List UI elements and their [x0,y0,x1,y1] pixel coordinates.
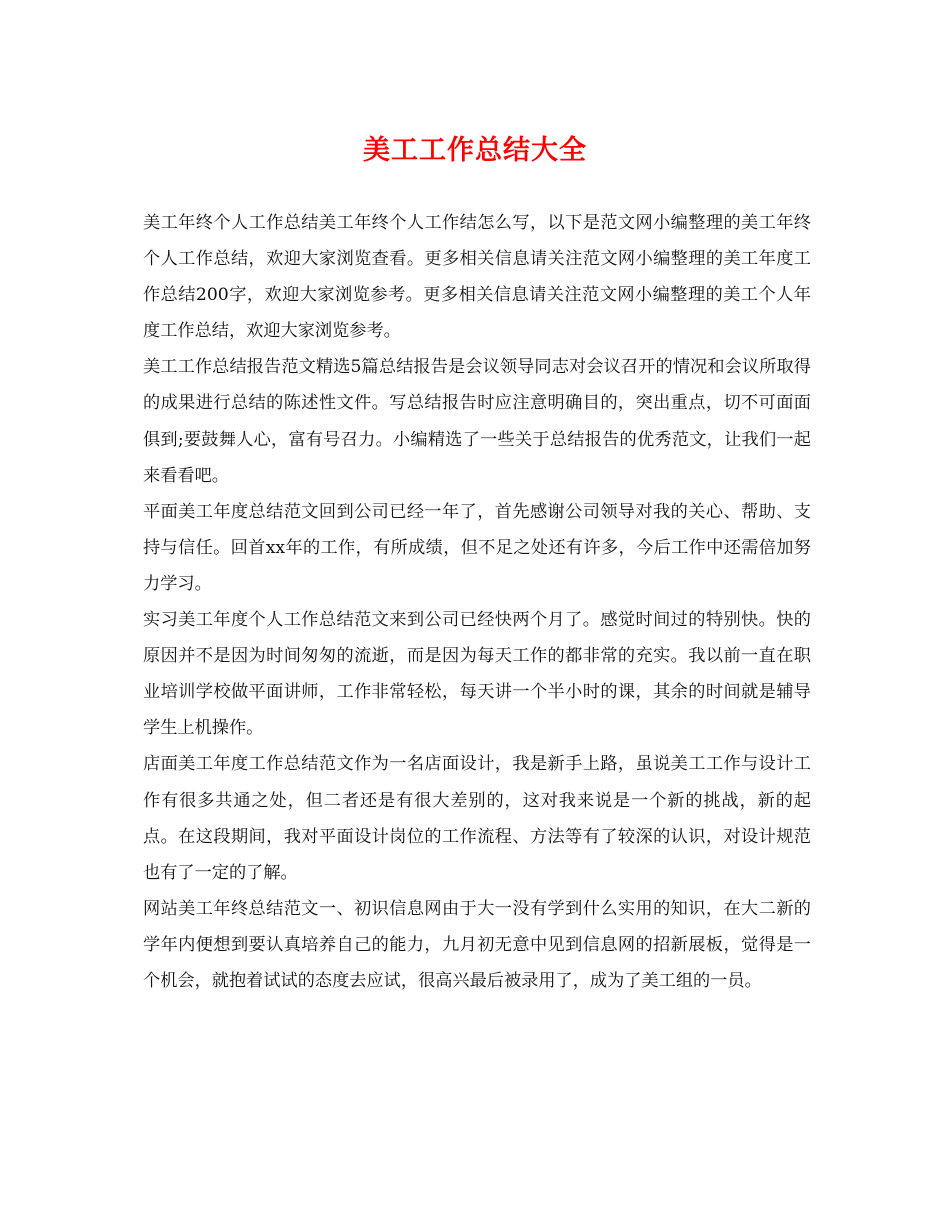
document-body [143,205,811,999]
paragraph-2: 美工工作总结报告范文精选5篇总结报告是会议领导同志对会议召开的情况和会议所取得的成果进行总结的陈述性文件。写总结报告时应注意明确目的，突出重点，切不可面面俱到;要鼓舞人心，富有号召力。小编精选了一些关于总结报告的优秀范文，让我们一起来看看吧。 [143,357,811,486]
document-title: 美工工作总结大全 [363,135,587,166]
paragraph-6: 网站美工年终总结范文一、初识信息网由于大一没有学到什么实用的知识，在大二新的学年内便想到要认真培养自己的能力，九月初无意中见到信息网的招新展板，觉得是一个机会，就抱着试试的态度去应试，很高兴最后被录用了，成为了美工组的一员。 [143,898,811,991]
paragraph-3: 平面美工年度总结范文回到公司已经一年了，首先感谢公司领导对我的关心、帮助、支持与信任。回首xx年的工作，有所成绩，但不足之处还有许多，今后工作中还需倍加努力学习。 [143,501,811,594]
paragraph-1: 美工年终个人工作总结美工年终个人工作结怎么写，以下是范文网小编整理的美工年终个人工作总结，欢迎大家浏览查看。更多相关信息请关注范文网小编整理的美工年度工作总结200字，欢迎大家浏览参考。更多相关信息请关注范文网小编整理的美工个人年度工作总结，欢迎大家浏览参考。 [143,213,811,342]
paragraph-4: 实习美工年度个人工作总结范文来到公司已经快两个月了。感觉时间过的特别快。快的原因并不是因为时间匆匆的流逝，而是因为每天工作的都非常的充实。我以前一直在职业培训学校做平面讲师，工作非常轻松，每天讲一个半小时的课，其余的时间就是辅导学生上机操作。 [143,610,811,739]
paragraph-5: 店面美工年度工作总结范文作为一名店面设计，我是新手上路，虽说美工工作与设计工作有很多共通之处，但二者还是有很大差别的，这对我来说是一个新的挑战，新的起点。在这段期间，我对平面设计岗位的工作流程、方法等有了较深的认识，对设计规范也有了一定的了解。 [143,754,811,883]
